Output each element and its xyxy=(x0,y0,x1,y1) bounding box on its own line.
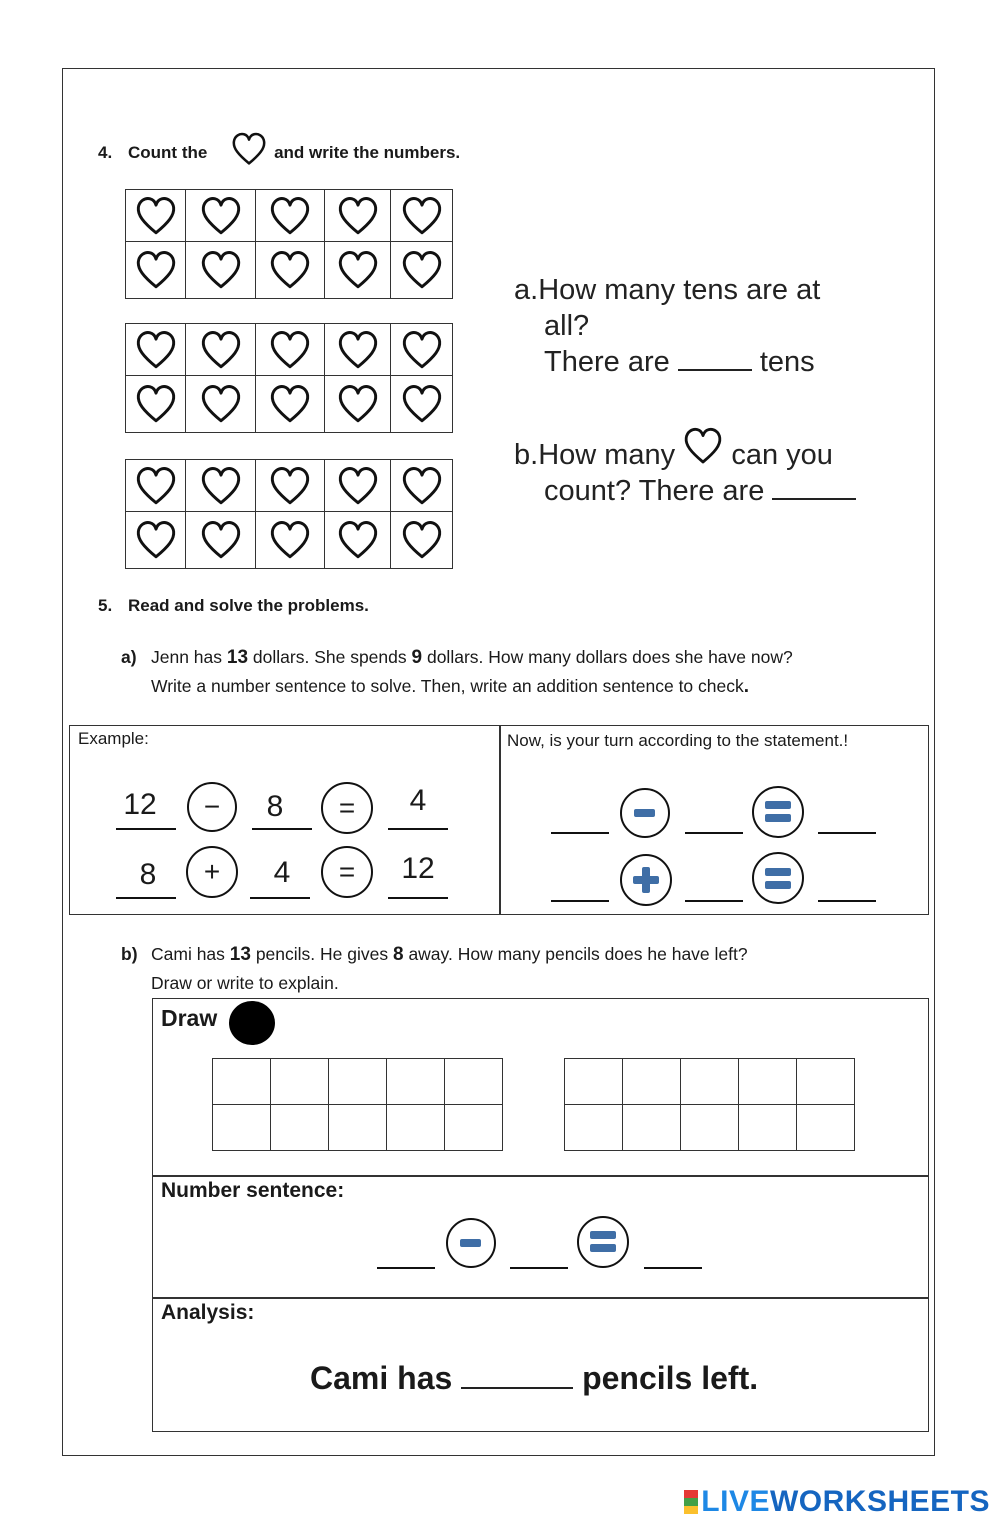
heart-icon xyxy=(269,329,311,371)
heart-cell xyxy=(325,376,391,433)
analysis-label: Analysis: xyxy=(161,1301,255,1324)
heart-grid-3 xyxy=(125,459,453,569)
heart-icon xyxy=(200,383,242,425)
analysis-sentence: Cami has pencils left. xyxy=(310,1360,759,1396)
draw-label: Draw xyxy=(161,1005,218,1031)
blank-line[interactable] xyxy=(685,900,743,902)
number-sentence-label: Number sentence: xyxy=(161,1179,345,1202)
heart-icon xyxy=(231,131,267,167)
blue-minus-icon xyxy=(620,788,670,838)
example-line xyxy=(116,828,176,830)
question-b: b.How many can you count? There are xyxy=(514,426,856,509)
heart-icon xyxy=(200,519,242,561)
heart-icon xyxy=(269,195,311,237)
example-line xyxy=(250,897,310,899)
answer-line-count[interactable] xyxy=(772,498,856,500)
heart-cell xyxy=(325,512,391,569)
example-r2-a: 8 xyxy=(139,858,157,891)
heart-icon xyxy=(135,465,177,507)
heart-cell xyxy=(186,460,256,512)
heart-icon xyxy=(269,465,311,507)
heart-icon xyxy=(337,329,379,371)
liveworksheets-logo: LIVEWORKSHEETS xyxy=(684,1485,990,1519)
blue-equals-icon xyxy=(577,1216,629,1268)
heart-cell xyxy=(256,512,325,569)
table-divider xyxy=(499,725,501,915)
heart-icon xyxy=(401,249,443,291)
minus-bar xyxy=(460,1239,481,1247)
heart-cell xyxy=(391,190,453,242)
blank-line[interactable] xyxy=(818,832,876,834)
row-divider xyxy=(152,1175,929,1177)
heart-cell xyxy=(325,190,391,242)
example-r1-a: 12 xyxy=(123,788,157,821)
heart-icon xyxy=(200,329,242,371)
example-r1-c: 4 xyxy=(409,784,427,817)
heart-cell xyxy=(126,376,186,433)
answer-line-tens[interactable] xyxy=(678,369,752,371)
equals-circle: = xyxy=(321,782,373,834)
blank-line[interactable] xyxy=(818,900,876,902)
heart-icon xyxy=(401,329,443,371)
heart-cell xyxy=(256,460,325,512)
equals-bar-bottom xyxy=(590,1244,616,1252)
ten-frame-1[interactable] xyxy=(212,1058,503,1151)
example-line xyxy=(388,897,448,899)
heart-cell xyxy=(126,190,186,242)
heart-cell xyxy=(126,512,186,569)
heart-grid-2 xyxy=(125,323,453,433)
heart-cell xyxy=(186,324,256,376)
heart-icon xyxy=(683,426,723,466)
heart-cell xyxy=(186,190,256,242)
blue-minus-icon xyxy=(446,1218,496,1268)
heart-icon xyxy=(200,249,242,291)
heart-cell xyxy=(325,242,391,299)
blue-equals-icon xyxy=(752,852,804,904)
example-r2-c: 12 xyxy=(401,852,435,885)
heart-cell xyxy=(126,242,186,299)
blank-line[interactable] xyxy=(551,900,609,902)
heart-icon xyxy=(200,195,242,237)
heart-icon xyxy=(401,465,443,507)
example-line xyxy=(116,897,176,899)
equals-circle: = xyxy=(321,846,373,898)
plus-bar-v xyxy=(642,867,650,893)
heart-cell xyxy=(391,324,453,376)
heart-grid-1 xyxy=(125,189,453,299)
blue-equals-icon xyxy=(752,786,804,838)
equals-bar-bottom xyxy=(765,881,791,889)
blank-line[interactable] xyxy=(644,1267,702,1269)
heart-cell xyxy=(186,376,256,433)
q5-title: 5. Read and solve the problems. xyxy=(98,596,369,615)
q4-title: 4. Count the and write the numbers. xyxy=(98,143,460,163)
equals-bar-bottom xyxy=(765,814,791,822)
heart-icon xyxy=(135,195,177,237)
heart-icon xyxy=(337,519,379,561)
heart-cell xyxy=(256,376,325,433)
heart-cell xyxy=(391,460,453,512)
example-r1-b: 8 xyxy=(266,790,284,823)
blank-line[interactable] xyxy=(510,1267,568,1269)
ten-frame-2[interactable] xyxy=(564,1058,855,1151)
heart-icon xyxy=(401,383,443,425)
heart-cell xyxy=(391,376,453,433)
heart-icon xyxy=(269,249,311,291)
minus-bar xyxy=(634,809,655,817)
heart-cell xyxy=(186,512,256,569)
heart-icon xyxy=(401,519,443,561)
heart-cell xyxy=(186,242,256,299)
heart-cell xyxy=(391,242,453,299)
question-a: a.How many tens are at all? There are tens xyxy=(514,274,821,378)
recording-dot-icon[interactable] xyxy=(229,1001,275,1045)
example-label: Example: xyxy=(78,729,149,748)
turn-instruction: Now, is your turn according to the statement.! xyxy=(507,731,849,750)
heart-icon xyxy=(337,383,379,425)
minus-circle: − xyxy=(187,782,237,832)
heart-cell xyxy=(325,460,391,512)
example-line xyxy=(388,828,448,830)
logo-mark-icon xyxy=(684,1490,698,1514)
heart-cell xyxy=(256,190,325,242)
blue-plus-icon xyxy=(620,854,672,906)
heart-cell xyxy=(126,324,186,376)
equals-bar-top xyxy=(765,868,791,876)
heart-icon xyxy=(269,519,311,561)
heart-cell xyxy=(126,460,186,512)
heart-icon xyxy=(401,195,443,237)
heart-icon xyxy=(337,249,379,291)
equals-bar-top xyxy=(590,1231,616,1239)
answer-line-pencils[interactable] xyxy=(461,1387,573,1389)
heart-icon xyxy=(200,465,242,507)
heart-icon xyxy=(135,383,177,425)
blank-line[interactable] xyxy=(551,832,609,834)
heart-icon xyxy=(135,329,177,371)
blank-line[interactable] xyxy=(685,832,743,834)
heart-icon xyxy=(135,519,177,561)
heart-icon xyxy=(337,465,379,507)
heart-icon xyxy=(269,383,311,425)
heart-icon xyxy=(135,249,177,291)
heart-cell xyxy=(256,242,325,299)
problem-b-text: b) Cami has 13 pencils. He gives 8 away. How many pencils does he have left? Draw or write to explain. xyxy=(121,944,748,993)
plus-circle: + xyxy=(186,846,238,898)
blank-line[interactable] xyxy=(377,1267,435,1269)
problem-a-text: a) Jenn has 13 dollars. She spends 9 dollars. How many dollars does she have now? Write a number sentence to solve. Then, write an addition sentence to check. xyxy=(121,647,793,697)
example-line xyxy=(252,828,312,830)
heart-cell xyxy=(391,512,453,569)
heart-icon xyxy=(337,195,379,237)
heart-cell xyxy=(325,324,391,376)
equals-bar-top xyxy=(765,801,791,809)
example-r2-b: 4 xyxy=(273,856,291,889)
heart-cell xyxy=(256,324,325,376)
row-divider xyxy=(152,1297,929,1299)
